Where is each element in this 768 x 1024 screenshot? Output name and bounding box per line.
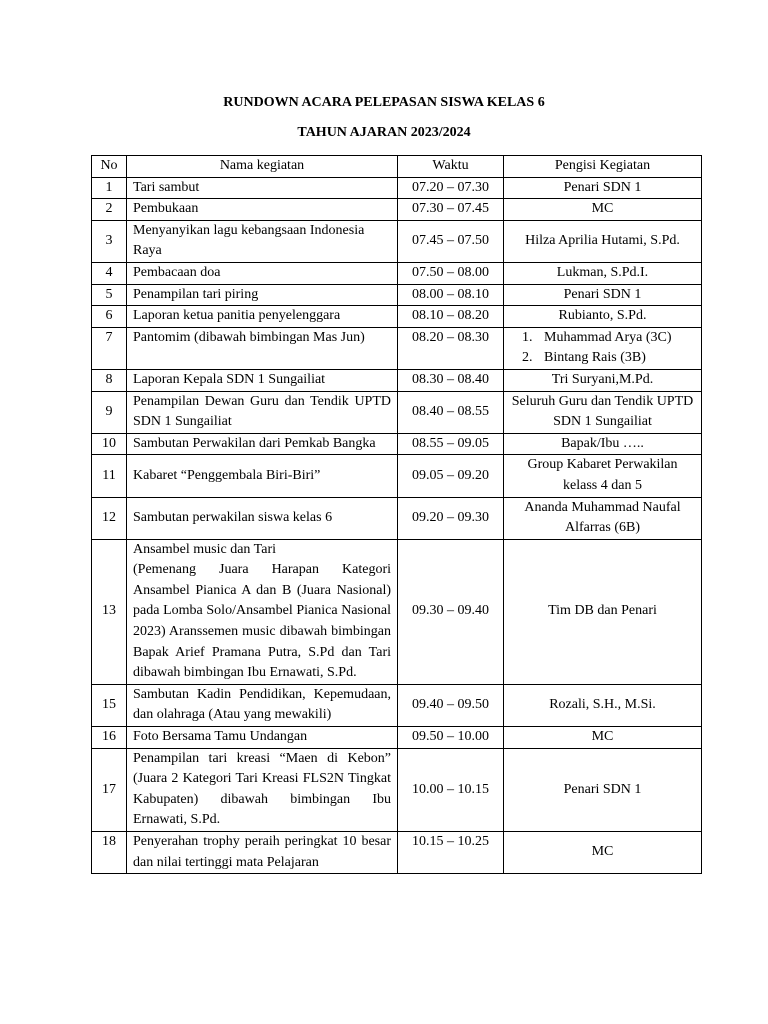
row-no: 16 [92, 727, 127, 749]
row-no: 12 [92, 497, 127, 539]
row-no: 2 [92, 199, 127, 221]
row-waktu: 09.20 – 09.30 [398, 497, 504, 539]
document-title: RUNDOWN ACARA PELEPASAN SISWA KELAS 6 [223, 95, 545, 110]
row-waktu: 08.55 – 09.05 [398, 433, 504, 455]
row-waktu: 09.40 – 09.50 [398, 684, 504, 726]
row-nama-kegiatan: Pembacaan doa [127, 262, 398, 284]
row-waktu: 08.30 – 08.40 [398, 369, 504, 391]
row-pengisi: Ananda Muhammad Naufal Alfarras (6B) [504, 497, 702, 539]
row-nama-kegiatan: Penyerahan trophy peraih peringkat 10 besar dan nilai tertinggi mata Pelajaran [127, 832, 398, 874]
row-pengisi: Hilza Aprilia Hutami, S.Pd. [504, 220, 702, 262]
row-waktu: 09.05 – 09.20 [398, 455, 504, 497]
table-row [92, 832, 702, 874]
row-waktu: 09.50 – 10.00 [398, 727, 504, 749]
header-no: No [92, 156, 127, 178]
row-nama-kegiatan-detail: (Pemenang Juara Harapan Kategori Ansambel Pianica A dan B (Juara Nasional) pada Lomba Solo/Ansambel Pianica Nasional 2023) Aranssemen music dibawah bimbingan Bapak Arief Pramana Putra, S.Pd dan Tari dibawah bimbingan Ibu Ernawati, S.Pd. [133, 562, 391, 681]
table-row [92, 748, 702, 831]
row-no: 7 [92, 327, 127, 369]
row-waktu: 08.20 – 08.30 [398, 327, 504, 369]
table-row [92, 284, 702, 306]
row-nama-kegiatan: Sambutan perwakilan siswa kelas 6 [127, 497, 398, 539]
row-no: 6 [92, 306, 127, 328]
list-item-text: Bintang Rais (3B) [544, 350, 646, 366]
row-nama-kegiatan: Tari sambut [127, 177, 398, 199]
row-nama-kegiatan: Sambutan Kadin Pendidikan, Kepemudaan, dan olahraga (Atau yang mewakili) [127, 684, 398, 726]
table-row [92, 391, 702, 433]
row-no: 13 [92, 539, 127, 684]
row-no: 18 [92, 832, 127, 874]
row-waktu: 08.40 – 08.55 [398, 391, 504, 433]
document-subtitle: TAHUN AJARAN 2023/2024 [297, 125, 471, 140]
row-no: 15 [92, 684, 127, 726]
row-pengisi: Lukman, S.Pd.I. [504, 262, 702, 284]
table-row [92, 306, 702, 328]
row-pengisi: Bapak/Ibu ….. [504, 433, 702, 455]
row-waktu: 08.00 – 08.10 [398, 284, 504, 306]
row-nama-kegiatan: Penampilan Dewan Guru dan Tendik UPTD SDN 1 Sungailiat [127, 391, 398, 433]
rundown-table [91, 155, 702, 874]
row-pengisi: Penari SDN 1 [504, 177, 702, 199]
table-row [92, 539, 702, 684]
row-pengisi: Rozali, S.H., M.Si. [504, 684, 702, 726]
table-row [92, 177, 702, 199]
list-number: 1. [522, 329, 533, 345]
row-waktu: 08.10 – 08.20 [398, 306, 504, 328]
row-no: 8 [92, 369, 127, 391]
table-row [92, 455, 702, 497]
row-no: 10 [92, 433, 127, 455]
table-row [92, 727, 702, 749]
row-pengisi: Seluruh Guru dan Tendik UPTD SDN 1 Sungailiat [504, 391, 702, 433]
row-nama-kegiatan: Ansambel music dan Tari [133, 541, 277, 557]
row-no: 4 [92, 262, 127, 284]
table-row [92, 369, 702, 391]
header-pengisi-kegiatan: Pengisi Kegiatan [504, 156, 702, 178]
row-nama-kegiatan: Foto Bersama Tamu Undangan [127, 727, 398, 749]
list-number: 2. [522, 350, 533, 366]
row-nama-kegiatan: Sambutan Perwakilan dari Pemkab Bangka [127, 433, 398, 455]
row-nama-kegiatan: Penampilan tari piring [127, 284, 398, 306]
row-waktu: 07.50 – 08.00 [398, 262, 504, 284]
row-pengisi: Rubianto, S.Pd. [504, 306, 702, 328]
row-waktu: 10.00 – 10.15 [398, 748, 504, 831]
row-pengisi: Penari SDN 1 [504, 748, 702, 831]
row-nama-kegiatan: Kabaret “Penggembala Biri-Biri” [127, 455, 398, 497]
row-pengisi-list [504, 327, 702, 369]
row-nama-kegiatan: Penampilan tari kreasi “Maen di Kebon” (Juara 2 Kategori Tari Kreasi FLS2N Tingkat Kabupaten) dibawah bimbingan Ibu Ernawati, S.Pd. [127, 748, 398, 831]
table-row [92, 327, 702, 369]
row-pengisi: MC [504, 832, 702, 874]
row-pengisi: MC [504, 727, 702, 749]
row-pengisi: Tri Suryani,M.Pd. [504, 369, 702, 391]
table-row [92, 262, 702, 284]
row-nama-kegiatan: Laporan Kepala SDN 1 Sungailiat [127, 369, 398, 391]
table-row [92, 684, 702, 726]
pengisi-numbered-list [510, 328, 695, 369]
row-waktu: 07.45 – 07.50 [398, 220, 504, 262]
table-row [92, 497, 702, 539]
table-row [92, 199, 702, 221]
row-nama-kegiatan: Pantomim (dibawah bimbingan Mas Jun) [127, 327, 398, 369]
row-waktu: 09.30 – 09.40 [398, 539, 504, 684]
table-header-row [92, 156, 702, 178]
row-waktu: 07.30 – 07.45 [398, 199, 504, 221]
row-no: 9 [92, 391, 127, 433]
row-nama-kegiatan: Menyanyikan lagu kebangsaan Indonesia Raya [127, 220, 398, 262]
list-item-text: Muhammad Arya (3C) [544, 329, 672, 345]
table-row [92, 433, 702, 455]
header-waktu: Waktu [398, 156, 504, 178]
row-nama-kegiatan: Laporan ketua panitia penyelenggara [127, 306, 398, 328]
row-pengisi: MC [504, 199, 702, 221]
list-item [510, 348, 695, 369]
row-nama-kegiatan: Pembukaan [127, 199, 398, 221]
row-no: 11 [92, 455, 127, 497]
row-pengisi: Group Kabaret Perwakilan kelass 4 dan 5 [504, 455, 702, 497]
row-pengisi: Tim DB dan Penari [504, 539, 702, 684]
list-item [510, 328, 695, 349]
row-no: 3 [92, 220, 127, 262]
row-nama-kegiatan-block [127, 539, 398, 684]
row-waktu: 10.15 – 10.25 [398, 832, 504, 874]
row-pengisi: Penari SDN 1 [504, 284, 702, 306]
table-row [92, 220, 702, 262]
row-no: 5 [92, 284, 127, 306]
header-nama-kegiatan: Nama kegiatan [127, 156, 398, 178]
row-no: 1 [92, 177, 127, 199]
row-no: 17 [92, 748, 127, 831]
row-waktu: 07.20 – 07.30 [398, 177, 504, 199]
